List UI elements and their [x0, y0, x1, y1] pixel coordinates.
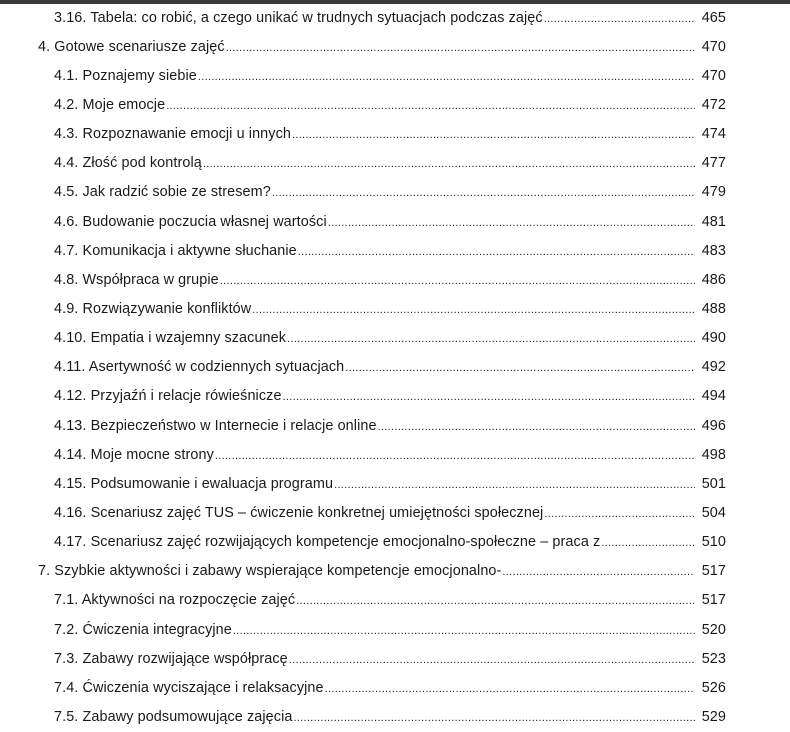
toc-entry-4-2[interactable]: [0, 90, 790, 119]
toc-entry-4-13[interactable]: [0, 411, 790, 440]
toc-entry-title: 4.6. Budowanie poczucia własnej wartości: [54, 213, 327, 230]
toc-entry-title: 4.5. Jak radzić sobie ze stresem?: [54, 184, 271, 201]
dot-leader: [328, 217, 695, 229]
dot-leader: [292, 129, 695, 141]
dot-leader: [198, 71, 695, 83]
toc-entry-4-17[interactable]: [0, 528, 790, 557]
dot-leader: [334, 479, 695, 491]
dot-leader: [283, 391, 695, 403]
toc-entry-page: 501: [701, 475, 726, 492]
toc-entry-title: 7.2. Ćwiczenia integracyjne: [54, 621, 232, 638]
toc-entry-page: 494: [701, 388, 726, 405]
toc-entry-3-16[interactable]: [0, 3, 790, 32]
toc-entry-page: 490: [701, 330, 726, 347]
toc-entry-page: 472: [701, 96, 726, 113]
toc-entry-title: 4.11. Asertywność w codziennych sytuacjach: [54, 359, 345, 376]
dot-leader: [272, 187, 695, 199]
toc-entry-page: 486: [701, 271, 726, 288]
toc-entry-title: 4.9. Rozwiązywanie konfliktów: [54, 300, 252, 317]
toc-entry-title: 4.7. Komunikacja i aktywne słuchanie: [54, 242, 297, 259]
toc-entry-page: 477: [701, 155, 726, 172]
dot-leader: [345, 362, 695, 374]
toc-entry-page: 492: [701, 359, 726, 376]
dot-leader: [203, 158, 695, 170]
toc-entry-page: 523: [701, 650, 726, 667]
toc-entry-7-1[interactable]: [0, 586, 790, 615]
toc-entry-7-5[interactable]: [0, 702, 790, 731]
toc-entry-4-8[interactable]: [0, 265, 790, 294]
toc-entry-title: 4.13. Bezpieczeństwo w Internecie i relacje online: [54, 417, 377, 434]
toc-entry-page: 481: [701, 213, 726, 230]
toc-entry-page: 498: [701, 446, 726, 463]
toc-entry-page: 479: [701, 184, 726, 201]
toc-entry-page: 529: [701, 708, 726, 725]
toc-entry-7-2[interactable]: [0, 615, 790, 644]
toc-entry-title: 4.14. Moje mocne strony: [54, 446, 214, 463]
toc-entry-page: 520: [701, 621, 726, 638]
toc-entry-4-4[interactable]: [0, 149, 790, 178]
toc-entry-4-10[interactable]: [0, 324, 790, 353]
toc-entry-4-11[interactable]: [0, 353, 790, 382]
toc-entry-7-3[interactable]: [0, 644, 790, 673]
toc-entry-7[interactable]: [0, 557, 790, 586]
toc-entry-page: 488: [701, 300, 726, 317]
toc-entry-4-7[interactable]: [0, 236, 790, 265]
table-of-contents: [0, 3, 790, 732]
toc-entry-title: 4.16. Scenariusz zajęć TUS – ćwiczenie konkretnej umiejętności społecznej: [54, 504, 544, 521]
toc-entry-7-4[interactable]: [0, 673, 790, 702]
toc-entry-title: 7.4. Ćwiczenia wyciszające i relaksacyjne: [54, 679, 324, 696]
dot-leader: [544, 13, 695, 25]
toc-entry-4-3[interactable]: [0, 120, 790, 149]
toc-entry-title: 4.1. Poznajemy siebie: [54, 67, 197, 84]
toc-entry-4-16[interactable]: [0, 498, 790, 527]
toc-entry-title: 7.5. Zabawy podsumowujące zajęcia: [54, 708, 293, 725]
toc-entry-4[interactable]: [0, 32, 790, 61]
toc-entry-page: 510: [701, 534, 726, 551]
toc-entry-page: 517: [701, 563, 726, 580]
dot-leader: [325, 683, 695, 695]
dot-leader: [293, 712, 695, 724]
toc-entry-title: 4.17. Scenariusz zajęć rozwijających kompetencje emocjonalno-społeczne – praca z: [54, 534, 601, 551]
toc-entry-page: 504: [701, 504, 726, 521]
toc-entry-title: 4. Gotowe scenariusze zajęć: [38, 38, 225, 55]
toc-entry-title: 4.15. Podsumowanie i ewaluacja programu: [54, 475, 334, 492]
dot-leader: [215, 450, 695, 462]
dot-leader: [289, 654, 695, 666]
toc-entry-title: 7.1. Aktywności na rozpoczęcie zajęć: [54, 592, 296, 609]
toc-entry-title: 4.12. Przyjaźń i relacje rówieśnicze: [54, 388, 282, 405]
dot-leader: [220, 275, 695, 287]
dot-leader: [378, 421, 695, 433]
toc-entry-page: 465: [701, 9, 726, 26]
dot-leader: [296, 595, 695, 607]
dot-leader: [502, 566, 695, 578]
dot-leader: [601, 537, 695, 549]
dot-leader: [226, 42, 695, 54]
toc-entry-page: 496: [701, 417, 726, 434]
toc-entry-4-5[interactable]: [0, 178, 790, 207]
dot-leader: [287, 333, 695, 345]
toc-entry-title: 3.16. Tabela: co robić, a czego unikać w trudnych sytuacjach podczas zajęć: [54, 9, 543, 26]
dot-leader: [298, 246, 695, 258]
toc-entry-4-14[interactable]: [0, 440, 790, 469]
toc-entry-title: 7.3. Zabawy rozwijające współpracę: [54, 650, 288, 667]
dot-leader: [544, 508, 695, 520]
toc-entry-4-15[interactable]: [0, 469, 790, 498]
dot-leader: [252, 304, 695, 316]
dot-leader: [166, 100, 695, 112]
toc-entry-title: 4.3. Rozpoznawanie emocji u innych: [54, 126, 291, 143]
toc-entry-page: 470: [701, 38, 726, 55]
toc-entry-page: 517: [701, 592, 726, 609]
toc-entry-4-9[interactable]: [0, 294, 790, 323]
toc-entry-title: 4.4. Złość pod kontrolą: [54, 155, 202, 172]
toc-entry-title: 4.2. Moje emocje: [54, 96, 166, 113]
dot-leader: [233, 625, 695, 637]
toc-entry-page: 483: [701, 242, 726, 259]
toc-entry-title: 7. Szybkie aktywności i zabawy wspierające kompetencje emocjonalno-: [38, 563, 502, 580]
toc-entry-page: 470: [701, 67, 726, 84]
toc-entry-title: 4.8. Współpraca w grupie: [54, 271, 219, 288]
toc-entry-4-6[interactable]: [0, 207, 790, 236]
toc-entry-4-1[interactable]: [0, 61, 790, 90]
toc-entry-title: 4.10. Empatia i wzajemny szacunek: [54, 330, 287, 347]
toc-entry-page: 474: [701, 126, 726, 143]
toc-entry-4-12[interactable]: [0, 382, 790, 411]
toc-entry-page: 526: [701, 679, 726, 696]
